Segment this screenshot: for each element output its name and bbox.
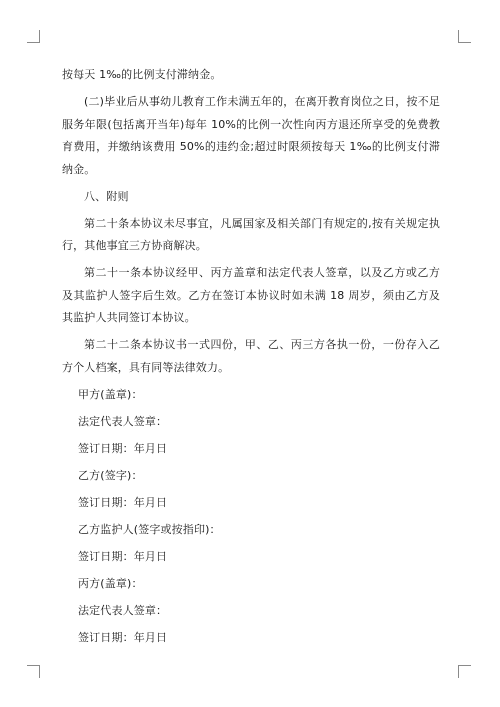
signature-party-c-date: 签订日期：年月日 [78, 630, 168, 644]
signature-guardian-sign: 乙方监护人(签字或按指印)： [78, 522, 221, 536]
document-body [62, 64, 440, 654]
signature-party-c-legal-rep: 法定代表人签章： [78, 603, 168, 617]
crop-mark-top-left [27, 30, 40, 43]
section-heading-appendix: 八、附则 [84, 189, 129, 203]
signature-party-a-seal: 甲方(盖章)： [78, 387, 143, 401]
signature-party-a-legal-rep: 法定代表人签章： [78, 414, 168, 428]
paragraph-article-20: 第二十条本协议未尽事宜，凡属国家及相关部门有规定的,按有关规定执行，其他事宜三方协商解决。 [62, 216, 440, 252]
crop-mark-bottom-left [27, 665, 40, 678]
crop-mark-bottom-right [458, 665, 471, 678]
paragraph-article-22: 第二十二条本协议书一式四份，甲、乙、丙三方各执一份，一份存入乙方个人档案，具有同等法律效力。 [62, 338, 440, 374]
crop-mark-top-right [458, 30, 471, 43]
signature-party-b-date: 签订日期：年月日 [78, 495, 168, 509]
paragraph-late-fee: 按每天 1‰的比例支付滞纳金。 [62, 68, 222, 81]
signature-party-c-seal: 丙方(盖章)： [78, 576, 143, 590]
signature-party-a-date: 签订日期：年月日 [78, 441, 168, 455]
paragraph-clause-2: (二)毕业后从事幼儿教育工作未满五年的，在离开教育岗位之日，按不足服务年限(包括离开当年)每年 10%的比例一次性向丙方退还所享受的免费教育费用，并缴纳该费用 50%的违约金;超过时限须按每天 1‰的比例支付滞纳金。 [62, 95, 440, 176]
signature-guardian-date: 签订日期：年月日 [78, 549, 168, 563]
paragraph-article-21: 第二十一条本协议经甲、丙方盖章和法定代表人签章，以及乙方或乙方及其监护人签字后生效。乙方在签订本协议时如未满 18 周岁，须由乙方及其监护人共同签订本协议。 [62, 266, 440, 324]
signature-party-b-sign: 乙方(签字)： [78, 468, 143, 482]
